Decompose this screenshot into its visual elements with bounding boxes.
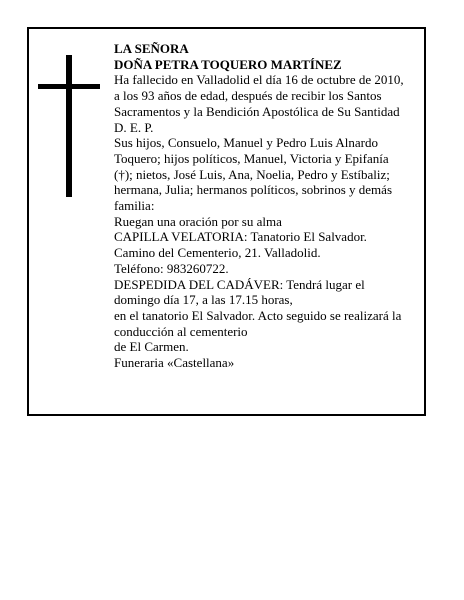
death-line-3: Sacramentos y la Bendición Apostólica de Su Santidad: [114, 103, 400, 119]
prayer-request: Ruegan una oración por su alma: [114, 213, 282, 229]
farewell-line-2: domingo día 17, a las 17.15 horas,: [114, 292, 293, 308]
family-line-5: familia:: [114, 198, 155, 214]
death-line-2: a los 93 años de edad, después de recibir los Santos: [114, 88, 382, 104]
chapel-phone: Teléfono: 983260722.: [114, 260, 229, 276]
obituary-notice: [27, 27, 426, 416]
chapel-line-2: Camino del Cementerio, 21. Valladolid.: [114, 245, 321, 261]
family-line-1: Sus hijos, Consuelo, Manuel y Pedro Luis Alnardo: [114, 135, 378, 151]
farewell-line-3: en el tanatorio El Salvador. Acto seguido se realizará la: [114, 307, 402, 323]
funeral-home: Funeraria «Castellana»: [114, 355, 235, 371]
cross-horizontal-bar: [38, 84, 100, 89]
obituary-text: [114, 41, 424, 371]
farewell-line-4: conducción al cementerio: [114, 323, 248, 339]
family-line-2: Toquero; hijos políticos, Manuel, Victoria y Epifanía: [114, 150, 389, 166]
deceased-name: DOÑA PETRA TOQUERO MARTÍNEZ: [114, 56, 342, 72]
cross-vertical-bar: [66, 55, 72, 197]
death-line-1: Ha fallecido en Valladolid el día 16 de octubre de 2010,: [114, 72, 404, 88]
farewell-line-1: DESPEDIDA DEL CADÁVER: Tendrá lugar el: [114, 276, 365, 292]
farewell-line-5: de El Carmen.: [114, 339, 189, 355]
death-line-4: D. E. P.: [114, 119, 154, 135]
obituary-heading: LA SEÑORA: [114, 41, 189, 56]
chapel-line-1: CAPILLA VELATORIA: Tanatorio El Salvador.: [114, 229, 367, 245]
family-line-4: hermana, Julia; hermanos políticos, sobrinos y demás: [114, 182, 393, 198]
family-line-3: (†); nietos, José Luis, Ana, Noelia, Pedro y Estíbaliz;: [114, 166, 390, 182]
